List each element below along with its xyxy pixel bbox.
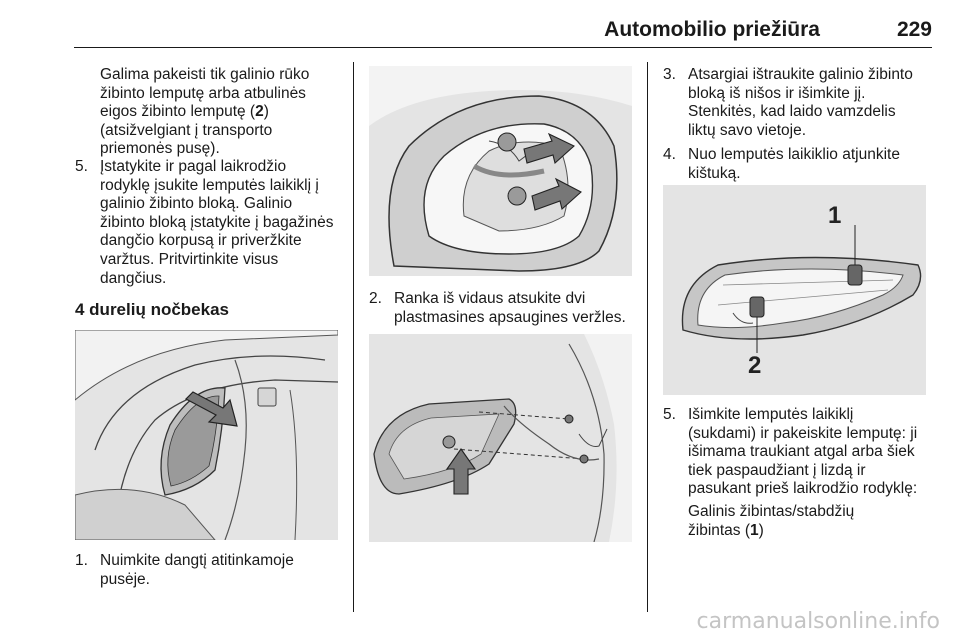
watermark: carmanualsonline.info — [696, 609, 940, 634]
lamp-removal-illustration — [369, 334, 632, 542]
figure-lamp-holders — [663, 185, 926, 395]
step-line: Įstatykite ir pagal laikrodžio — [100, 158, 287, 175]
step-number: 3. — [663, 66, 676, 83]
step-line: liktų savo vietoje. — [688, 121, 807, 139]
trunk-cover-illustration — [75, 330, 338, 540]
page-number: 229 — [896, 18, 932, 41]
figure-trunk-cover — [75, 330, 338, 540]
step-line: tiek paspaudžiant į lizdą ir — [688, 461, 866, 479]
step-line: žibinto bloką įstatykite į bagažinės — [100, 213, 334, 231]
intro-line: Galima pakeisti tik galinio rūko — [100, 66, 310, 83]
intro-ref: 2 — [255, 103, 264, 121]
intro-line: žibinto lemputę arba atbulinės — [100, 84, 306, 102]
step-line: Išimkite lemputės laikiklį — [688, 406, 854, 423]
step-number: 5. — [75, 158, 88, 175]
lamp-holders-illustration — [663, 185, 926, 395]
step-line: kištuką. — [688, 164, 741, 182]
step-line: Atsargiai ištraukite galinio žibinto — [688, 66, 913, 83]
figure-lamp-removal — [369, 334, 632, 542]
figure-inner-nuts — [369, 66, 632, 276]
step-number: 4. — [663, 146, 676, 163]
intro-line: (atsižvelgiant į transporto — [100, 121, 273, 139]
step-line: (sukdami) ir pakeiskite lemputę: ji — [688, 424, 918, 442]
step-line: varžtus. Pritvirtinkite visus — [100, 250, 279, 268]
step-line: galinio žibinto bloką. Galinio — [100, 195, 293, 213]
inner-nuts-illustration — [369, 66, 632, 276]
column-divider-1 — [353, 62, 354, 612]
step-line: Ranka iš vidaus atsukite dvi — [394, 290, 586, 307]
step-line: dangčius. — [100, 269, 167, 287]
page-title: Automobilio priežiūra — [604, 18, 820, 41]
step-line: pasukant prieš laikrodžio rodyklę: — [688, 480, 918, 498]
intro-paragraph — [100, 66, 350, 159]
header-rule — [74, 47, 932, 48]
page-header — [74, 14, 932, 48]
step-number: 2. — [369, 290, 382, 307]
callout-2: 2 — [748, 352, 762, 379]
step-line: Nuo lemputės laikiklio atjunkite — [688, 146, 900, 163]
column-divider-2 — [647, 62, 648, 612]
section-heading: 4 durelių nočbekas — [75, 300, 229, 319]
sub-line: žibintas (1) — [688, 521, 764, 539]
step-line: bloką iš nišos ir išimkite jį. — [688, 84, 866, 102]
step-number: 5. — [663, 406, 676, 423]
intro-line: priemonės pusę). — [100, 140, 220, 158]
step-line: išimama traukiant atgal arba šiek — [688, 443, 915, 461]
sub-ref: 1 — [750, 521, 759, 539]
callout-1: 1 — [828, 202, 842, 229]
intro-line: eigos žibinto lemputę (2) — [100, 103, 269, 121]
step-line: plastmasines apsaugines veržles. — [394, 308, 626, 326]
step-line: dangčio korpusą ir priveržkite — [100, 232, 302, 250]
step-number: 1. — [75, 552, 88, 569]
step-line: Stenkitės, kad laido vamzdelis — [688, 103, 896, 121]
step-line: rodyklę įsukite lemputės laikiklį į — [100, 176, 319, 194]
step-line: Nuimkite dangtį atitinkamoje — [100, 552, 294, 569]
step-line: pusėje. — [100, 570, 150, 588]
sub-item — [688, 503, 953, 540]
sub-line: Galinis žibintas/stabdžių — [688, 503, 855, 520]
